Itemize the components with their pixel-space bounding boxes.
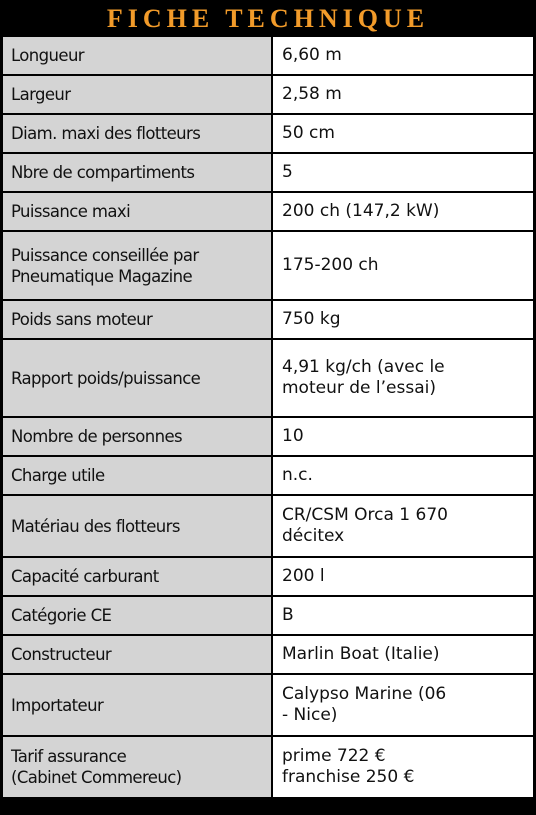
table-row (0, 232, 536, 301)
table-row (0, 737, 536, 797)
table-row (0, 154, 536, 193)
table-row (0, 301, 536, 340)
row-value: CR/CSM Orca 1 670 décitex (273, 496, 536, 558)
table-row (0, 457, 536, 496)
row-label: Nbre de compartiments (0, 154, 273, 193)
sheet-title: FICHE TECHNIQUE (106, 3, 430, 33)
table-row (0, 597, 536, 636)
row-label: Catégorie CE (0, 597, 273, 636)
row-label: Diam. maxi des flotteurs (0, 115, 273, 154)
row-label: Longueur (0, 37, 273, 76)
table-row (0, 636, 536, 675)
row-value: 10 (273, 418, 536, 457)
row-value: n.c. (273, 457, 536, 496)
table-row (0, 37, 536, 76)
table-row (0, 193, 536, 232)
table-row (0, 418, 536, 457)
table-row (0, 115, 536, 154)
row-label: Charge utile (0, 457, 273, 496)
table-row (0, 340, 536, 418)
row-label: Puissance conseillée par Pneumatique Magazine (0, 232, 273, 301)
row-value: 50 cm (273, 115, 536, 154)
table-row (0, 558, 536, 597)
row-value: 2,58 m (273, 76, 536, 115)
row-label: Largeur (0, 76, 273, 115)
row-value: 175-200 ch (273, 232, 536, 301)
row-value: 5 (273, 154, 536, 193)
row-value: 200 ch (147,2 kW) (273, 193, 536, 232)
row-label: Capacité carburant (0, 558, 273, 597)
title-bar (0, 0, 536, 37)
row-value: 6,60 m (273, 37, 536, 76)
row-label: Poids sans moteur (0, 301, 273, 340)
table-row (0, 496, 536, 558)
row-value: B (273, 597, 536, 636)
table-row (0, 675, 536, 737)
row-value: 4,91 kg/ch (avec le moteur de l’essai) (273, 340, 536, 418)
row-value: 750 kg (273, 301, 536, 340)
row-label: Puissance maxi (0, 193, 273, 232)
row-value: Marlin Boat (Italie) (273, 636, 536, 675)
row-label: Matériau des flotteurs (0, 496, 273, 558)
row-label: Tarif assurance (Cabinet Commereuc) (0, 737, 273, 797)
row-label: Nombre de personnes (0, 418, 273, 457)
spec-table (0, 37, 536, 797)
row-value: Calypso Marine (06 - Nice) (273, 675, 536, 737)
row-label: Rapport poids/puissance (0, 340, 273, 418)
row-label: Importateur (0, 675, 273, 737)
row-value: prime 722 € franchise 250 € (273, 737, 536, 797)
row-label: Constructeur (0, 636, 273, 675)
table-row (0, 76, 536, 115)
row-value: 200 l (273, 558, 536, 597)
